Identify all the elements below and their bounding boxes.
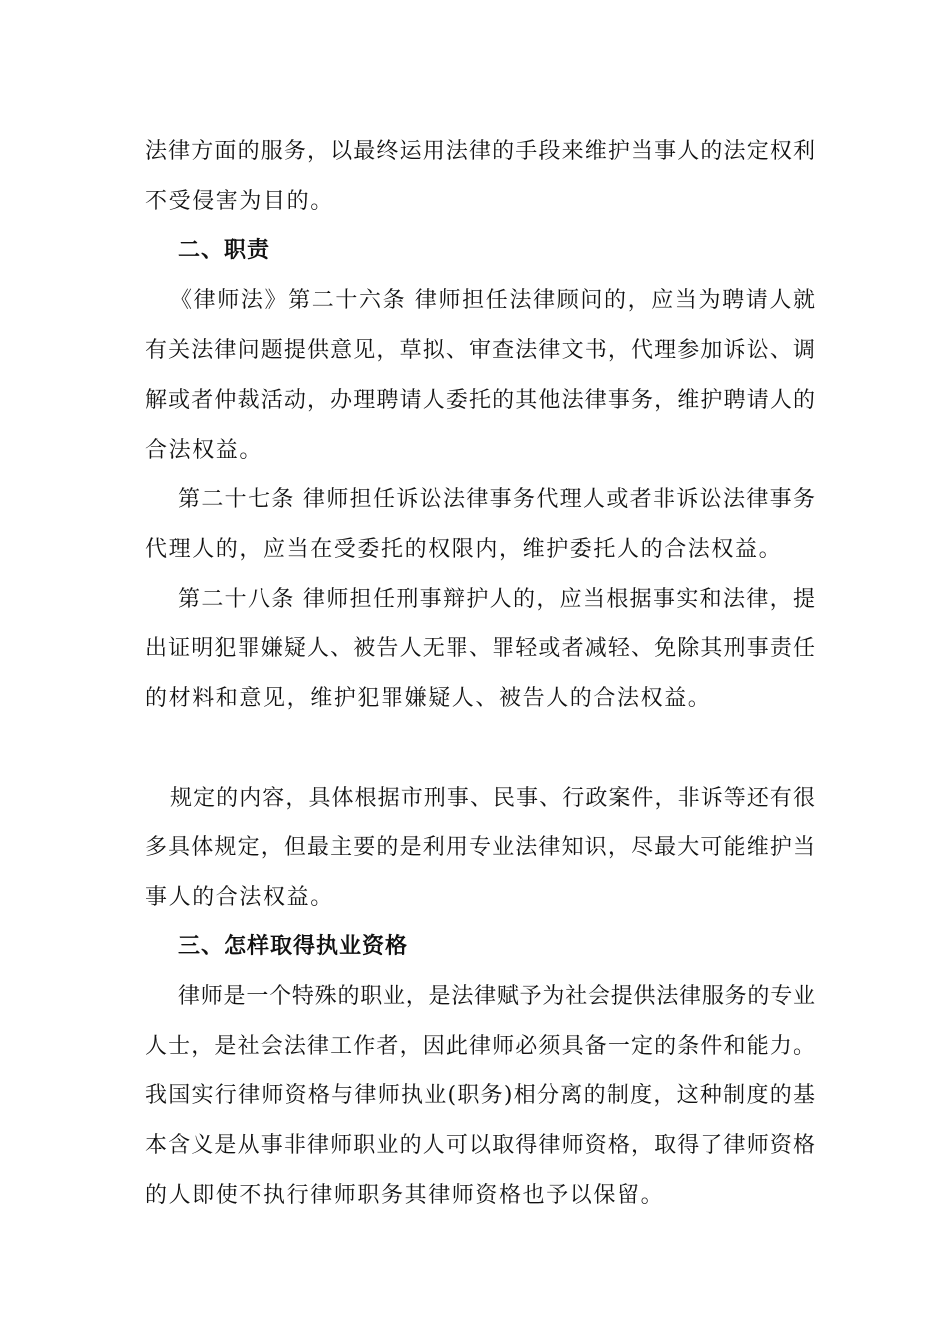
qualification-line-5: 的人即使不执行律师职务其律师资格也予以保留。 <box>145 1183 665 1208</box>
intro-line-1: 法律方面的服务，以最终运用法律的手段来维护当事人的法定权利 <box>145 139 815 164</box>
section-heading-qualification: 三、怎样取得执业资格 <box>178 934 409 959</box>
article-27-line-2: 代理人的，应当在受委托的权限内，维护委托人的合法权益。 <box>145 537 783 562</box>
article-28-line-2: 出证明犯罪嫌疑人、被告人无罪、罪轻或者减轻、免除其刑事责任 <box>145 636 815 661</box>
qualification-line-4: 本含义是从事非律师职业的人可以取得律师资格，取得了律师资格 <box>145 1133 815 1158</box>
section-heading-duties: 二、职责 <box>178 238 271 263</box>
qualification-line-3: 我国实行律师资格与律师执业(职务)相分离的制度，这种制度的基 <box>145 1083 815 1108</box>
intro-line-2: 不受侵害为目的。 <box>145 189 334 214</box>
summary-line-1: 规定的内容，具体根据市刑事、民事、行政案件，非诉等还有很 <box>170 786 815 811</box>
article-26-line-4: 合法权益。 <box>145 438 264 463</box>
article-26-line-2: 有关法律问题提供意见，草拟、审查法律文书，代理参加诉讼、调 <box>145 338 815 363</box>
article-26-line-3: 解或者仲裁活动，办理聘请人委托的其他法律事务，维护聘请人的 <box>145 388 815 413</box>
summary-line-2: 多具体规定，但最主要的是利用专业法律知识，尽最大可能维护当 <box>145 835 815 860</box>
summary-line-3: 事人的合法权益。 <box>145 885 334 910</box>
qualification-line-2: 人士，是社会法律工作者，因此律师必须具备一定的条件和能力。 <box>145 1034 815 1059</box>
article-26-line-1: 《律师法》第二十六条 律师担任法律顾问的，应当为聘请人就 <box>170 288 815 313</box>
article-28-line-1: 第二十八条 律师担任刑事辩护人的，应当根据事实和法律，提 <box>178 587 815 612</box>
article-27-line-1: 第二十七条 律师担任诉讼法律事务代理人或者非诉讼法律事务 <box>178 487 815 512</box>
article-28-line-3: 的材料和意见，维护犯罪嫌疑人、被告人的合法权益。 <box>145 686 712 711</box>
qualification-line-1: 律师是一个特殊的职业，是法律赋予为社会提供法律服务的专业 <box>178 984 815 1009</box>
